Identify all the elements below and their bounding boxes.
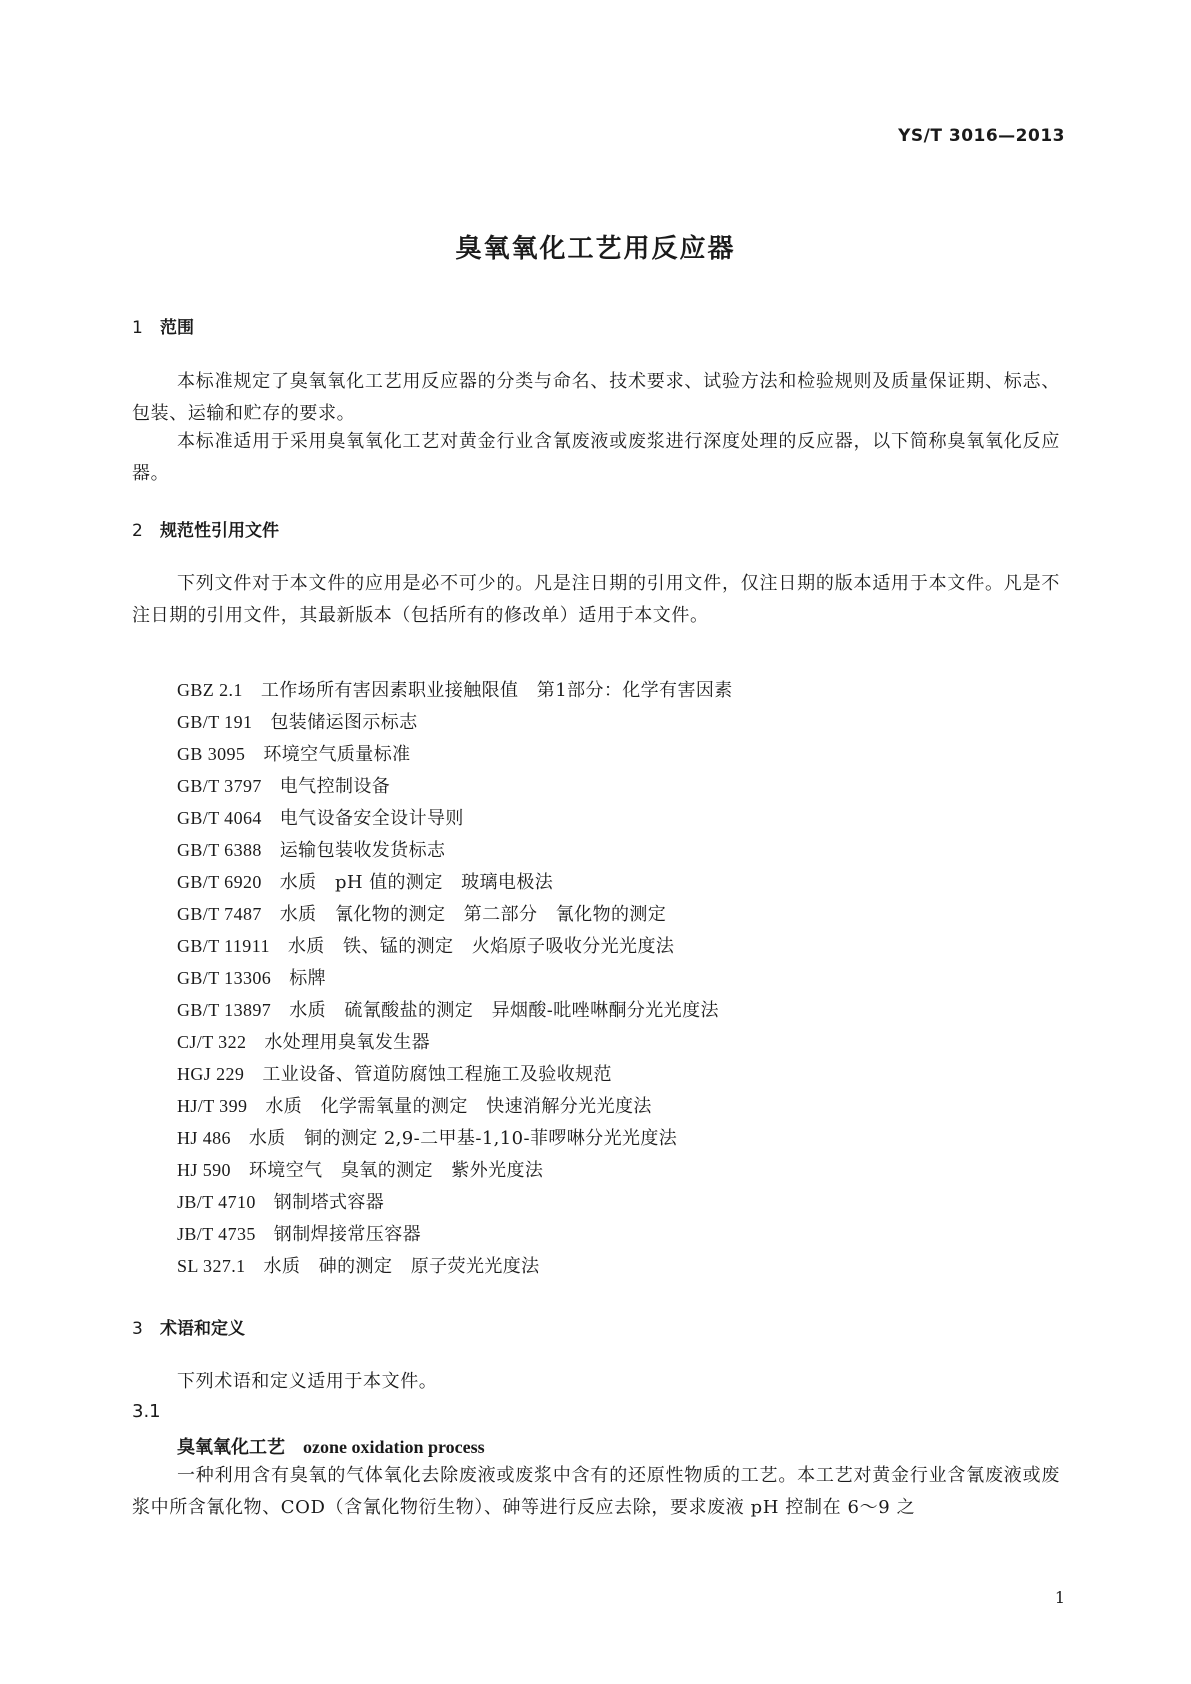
reference-item xyxy=(177,994,733,1026)
term-title xyxy=(177,1433,485,1459)
reference-code: JB/T 4710 xyxy=(177,1192,256,1212)
reference-name: 水质 铁、锰的测定 火焰原子吸收分光光度法 xyxy=(287,936,675,957)
reference-name: 环境空气 臭氧的测定 紫外光度法 xyxy=(248,1160,544,1181)
scope-paragraph-1: 本标准规定了臭氧氧化工艺用反应器的分类与命名、技术要求、试验方法和检验规则及质量保证期、标志、包装、运输和贮存的要求。 xyxy=(132,371,1060,424)
term-definition: 一种利用含有臭氧的气体氧化去除废液或废浆中含有的还原性物质的工艺。本工艺对黄金行业含氰废液或废浆中所含氰化物、COD（含氰化物衍生物）、砷等进行反应去除，要求废液 pH 控制在 6～9 之 xyxy=(132,1465,1060,1518)
reference-name: 水质 化学需氧量的测定 快速消解分光光度法 xyxy=(265,1096,652,1117)
section-number: 1 xyxy=(132,318,143,338)
section-title: 范围 xyxy=(160,318,194,338)
reference-name: 水质 硫氰酸盐的测定 异烟酸-吡唑啉酮分光光度法 xyxy=(289,1000,719,1021)
reference-code: HGJ 229 xyxy=(177,1064,245,1084)
reference-code: HJ 486 xyxy=(177,1128,231,1148)
section-title: 规范性引用文件 xyxy=(160,521,279,541)
reference-name: 包装储运图示标志 xyxy=(270,712,418,733)
reference-item xyxy=(177,674,733,706)
reference-name: 电气设备安全设计导则 xyxy=(279,808,464,829)
reference-name: 运输包装收发货标志 xyxy=(279,840,446,861)
reference-code: GB/T 7487 xyxy=(177,904,262,924)
reference-item xyxy=(177,1122,733,1154)
section-title: 术语和定义 xyxy=(160,1319,245,1339)
reference-item xyxy=(177,898,733,930)
reference-name: 水质 pH 值的测定 玻璃电极法 xyxy=(279,872,554,893)
scope-paragraph-2: 本标准适用于采用臭氧氧化工艺对黄金行业含氰废液或废浆进行深度处理的反应器，以下简称臭氧氧化反应器。 xyxy=(132,431,1060,484)
reference-code: GB 3095 xyxy=(177,744,246,764)
reference-code: GB/T 6388 xyxy=(177,840,262,860)
term-title-en: ozone oxidation process xyxy=(303,1437,485,1457)
reference-item xyxy=(177,1090,733,1122)
reference-code: GB/T 191 xyxy=(177,712,253,732)
reference-name: 水质 铜的测定 2,9-二甲基-1,10-菲啰啉分光光度法 xyxy=(248,1128,678,1149)
reference-item xyxy=(177,962,733,994)
reference-item xyxy=(177,1154,733,1186)
reference-name: 环境空气质量标准 xyxy=(263,744,411,765)
section-number: 3 xyxy=(132,1319,143,1339)
reference-item xyxy=(177,1186,733,1218)
reference-name: 工业设备、管道防腐蚀工程施工及验收规范 xyxy=(262,1064,612,1085)
normative-references-intro: 下列文件对于本文件的应用是必不可少的。凡是注日期的引用文件，仅注日期的版本适用于本文件。凡是不注日期的引用文件，其最新版本（包括所有的修改单）适用于本文件。 xyxy=(132,573,1060,626)
reference-code: GB/T 11911 xyxy=(177,936,270,956)
reference-item xyxy=(177,866,733,898)
reference-item xyxy=(177,738,733,770)
reference-code: HJ/T 399 xyxy=(177,1096,248,1116)
reference-item xyxy=(177,802,733,834)
reference-code: GB/T 3797 xyxy=(177,776,262,796)
reference-code: GBZ 2.1 xyxy=(177,680,243,700)
reference-name: 水处理用臭氧发生器 xyxy=(264,1032,430,1053)
section-heading-2 xyxy=(132,516,279,541)
reference-code: JB/T 4735 xyxy=(177,1224,256,1244)
reference-code: GB/T 13897 xyxy=(177,1000,272,1020)
term-title-cn: 臭氧氧化工艺 xyxy=(177,1437,285,1458)
reference-name: 水质 氰化物的测定 第二部分 氰化物的测定 xyxy=(279,904,667,925)
section-heading-1 xyxy=(132,313,194,338)
reference-code: GB/T 6920 xyxy=(177,872,262,892)
section-number: 2 xyxy=(132,521,143,541)
reference-item xyxy=(177,1026,733,1058)
reference-code: CJ/T 322 xyxy=(177,1032,247,1052)
reference-list xyxy=(177,674,733,1282)
reference-name: 工作场所有害因素职业接触限值 第1部分：化学有害因素 xyxy=(260,680,733,701)
document-title: 臭氧氧化工艺用反应器 xyxy=(455,234,736,264)
section-heading-3 xyxy=(132,1314,245,1339)
reference-item xyxy=(177,1250,733,1282)
reference-name: 钢制焊接常压容器 xyxy=(273,1224,421,1245)
reference-code: GB/T 4064 xyxy=(177,808,262,828)
reference-code: SL 327.1 xyxy=(177,1256,246,1276)
term-number: 3.1 xyxy=(132,1401,161,1422)
reference-name: 钢制塔式容器 xyxy=(273,1192,385,1213)
reference-item xyxy=(177,1058,733,1090)
reference-item xyxy=(177,770,733,802)
reference-item xyxy=(177,706,733,738)
standard-code: YS/T 3016—2013 xyxy=(898,126,1065,146)
reference-item xyxy=(177,930,733,962)
reference-code: HJ 590 xyxy=(177,1160,231,1180)
page-number: 1 xyxy=(1054,1588,1065,1607)
terms-intro: 下列术语和定义适用于本文件。 xyxy=(177,1371,438,1392)
reference-name: 电气控制设备 xyxy=(279,776,391,797)
reference-name: 水质 砷的测定 原子荧光光度法 xyxy=(263,1256,540,1277)
reference-item xyxy=(177,834,733,866)
reference-code: GB/T 13306 xyxy=(177,968,272,988)
reference-item xyxy=(177,1218,733,1250)
reference-name: 标牌 xyxy=(289,968,326,989)
